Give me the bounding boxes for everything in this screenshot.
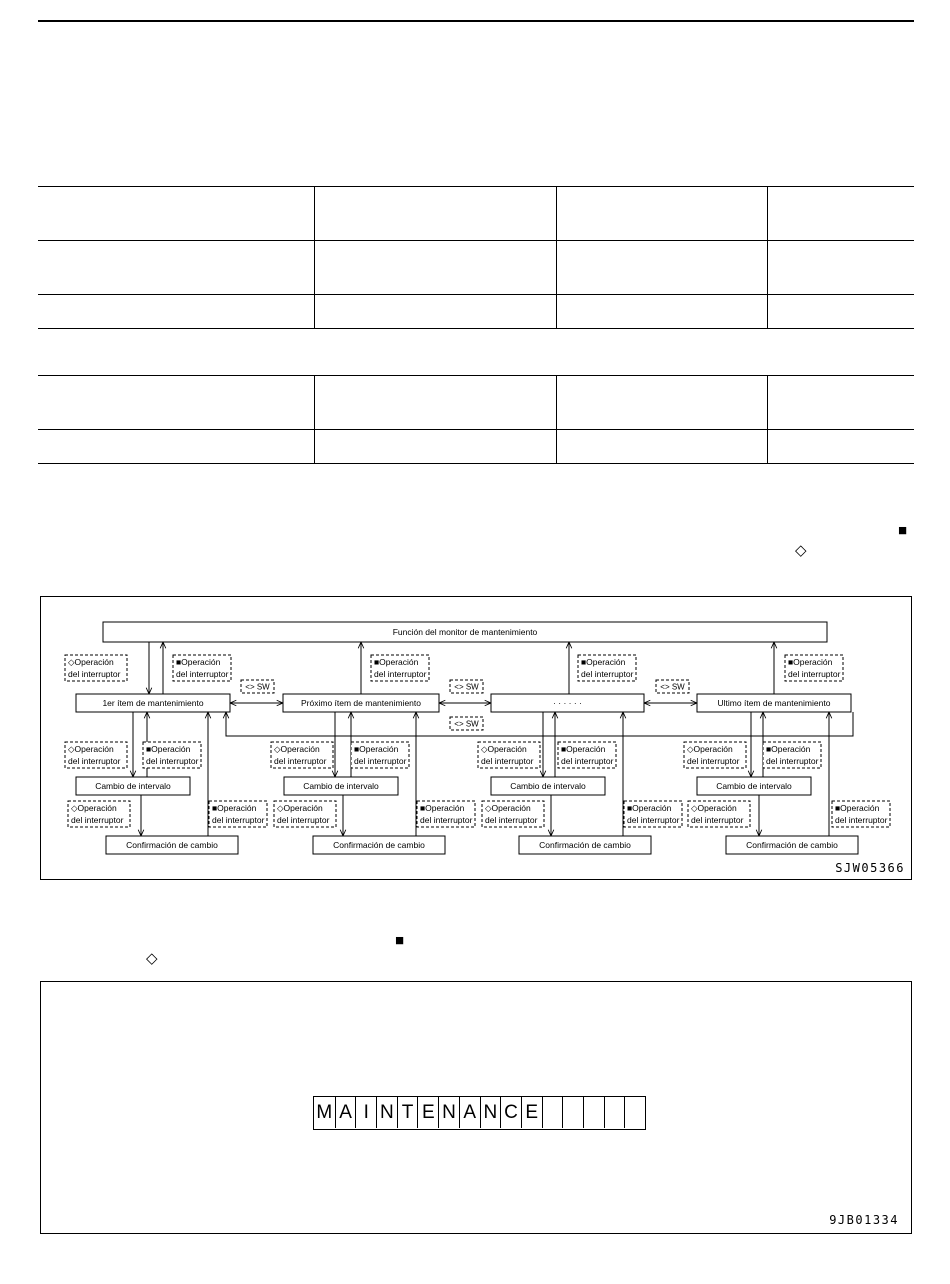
op-diamond-box-5 xyxy=(274,801,336,827)
op-square-box-5-label: ■Operación xyxy=(146,744,191,754)
open-diamond-icon: ◇ xyxy=(146,950,158,967)
spec-table-lower xyxy=(38,375,914,464)
op-square-box-12-label: ■Operación xyxy=(835,803,880,813)
op-square-box-9-label: ■Operación xyxy=(212,803,257,813)
op-square-box-9 xyxy=(209,801,267,827)
confirm-box-2-label: Confirmación de cambio xyxy=(333,839,425,850)
interval-box-2-label: Cambio de intervalo xyxy=(303,780,379,791)
op-diamond-box-6-label: ◇Operación xyxy=(481,744,527,754)
confirm-box-1-label: Confirmación de cambio xyxy=(126,839,218,850)
op-square-box-1-label: del interruptor xyxy=(176,669,229,679)
op-square-box-7-label: ■Operación xyxy=(561,744,606,754)
op-square-box-7-label: del interruptor xyxy=(561,756,614,766)
interval-box-1 xyxy=(76,777,190,795)
op-square-box-12 xyxy=(832,801,890,827)
op-square-box-3 xyxy=(578,655,636,681)
level1-box-4 xyxy=(697,694,851,712)
level1-box-4-label: Ultimo ítem de mantenimiento xyxy=(717,697,831,708)
op-square-box-3-label: del interruptor xyxy=(581,669,634,679)
op-square-box-10 xyxy=(417,801,475,827)
op-square-box-6 xyxy=(351,742,409,768)
filled-square-icon: ■ xyxy=(898,522,908,539)
op-diamond-box-8 xyxy=(684,742,746,768)
op-diamond-box-8-label: ◇Operación xyxy=(687,744,733,754)
lcd-cell xyxy=(624,1097,645,1128)
op-square-box-2-label: del interruptor xyxy=(374,669,427,679)
op-square-box-5 xyxy=(143,742,201,768)
op-diamond-box-3-label: ◇Operación xyxy=(71,803,117,813)
lcd-cell xyxy=(604,1097,625,1128)
op-square-box-11-label: del interruptor xyxy=(627,815,680,825)
sw-label-1 xyxy=(241,680,274,693)
op-square-box-6-label: del interruptor xyxy=(354,756,407,766)
op-diamond-box-9-label: ◇Operación xyxy=(691,803,737,813)
op-square-box-11-label: ■Operación xyxy=(627,803,672,813)
figure-code: SJW05366 xyxy=(835,861,905,875)
op-diamond-box-7 xyxy=(482,801,544,827)
confirm-box-4 xyxy=(726,836,858,854)
lcd-cell: C xyxy=(500,1097,521,1128)
sw-label-4-label: <> SW xyxy=(454,719,479,729)
op-square-box-4-label: del interruptor xyxy=(788,669,841,679)
flow-diagram-svg xyxy=(41,597,911,879)
interval-box-3 xyxy=(491,777,605,795)
header-rule xyxy=(38,20,914,22)
op-square-box-1-label: ■Operación xyxy=(176,657,221,667)
confirm-box-3-label: Confirmación de cambio xyxy=(539,839,631,850)
lcd-cell: A xyxy=(459,1097,480,1128)
op-square-box-8-label: del interruptor xyxy=(766,756,819,766)
op-diamond-box-9-label: del interruptor xyxy=(691,815,744,825)
op-diamond-box-4-label: ◇Operación xyxy=(274,744,320,754)
op-square-box-8 xyxy=(763,742,821,768)
sw-label-3-label: <> SW xyxy=(660,682,685,692)
op-diamond-box-4-label: del interruptor xyxy=(274,756,327,766)
level1-box-1-label: 1er ítem de mantenimiento xyxy=(102,697,204,708)
lcd-cell: E xyxy=(417,1097,438,1128)
sw-label-3 xyxy=(656,680,689,693)
interval-box-2 xyxy=(284,777,398,795)
op-diamond-box-1 xyxy=(65,655,127,681)
level1-box-2 xyxy=(283,694,439,712)
root-box xyxy=(103,622,827,642)
op-square-box-9-label: del interruptor xyxy=(212,815,265,825)
confirm-box-1 xyxy=(106,836,238,854)
filled-square-icon: ■ xyxy=(395,932,405,949)
op-diamond-box-4 xyxy=(271,742,333,768)
lcd-cell: N xyxy=(438,1097,459,1128)
level1-box-1 xyxy=(76,694,230,712)
lcd-cell: M xyxy=(316,1101,333,1123)
op-diamond-box-7-label: del interruptor xyxy=(485,815,538,825)
op-diamond-box-2-label: ◇Operación xyxy=(68,744,114,754)
lcd-cell: N xyxy=(480,1097,501,1128)
lcd-cell: I xyxy=(355,1097,376,1128)
op-square-box-2 xyxy=(371,655,429,681)
op-diamond-box-2 xyxy=(65,742,127,768)
lcd-cell: E xyxy=(521,1097,542,1128)
op-diamond-box-2-label: del interruptor xyxy=(68,756,121,766)
op-square-box-10-label: ■Operación xyxy=(420,803,465,813)
lcd-cell xyxy=(583,1097,604,1128)
op-square-box-1 xyxy=(173,655,231,681)
level1-box-3-label: · · · · · · xyxy=(553,697,582,708)
interval-box-1-label: Cambio de intervalo xyxy=(95,780,171,791)
op-square-box-10-label: del interruptor xyxy=(420,815,473,825)
open-diamond-icon: ◇ xyxy=(795,542,807,559)
sw-label-4 xyxy=(450,717,483,730)
op-diamond-box-7-label: ◇Operación xyxy=(485,803,531,813)
lcd-display xyxy=(313,1096,646,1130)
lcd-cell: A xyxy=(335,1097,356,1128)
interval-box-3-label: Cambio de intervalo xyxy=(510,780,586,791)
op-square-box-3-label: ■Operación xyxy=(581,657,626,667)
op-square-box-11 xyxy=(624,801,682,827)
confirm-box-3 xyxy=(519,836,651,854)
lcd-cell: T xyxy=(397,1097,418,1128)
root-box-label: Función del monitor de mantenimiento xyxy=(392,626,538,637)
spec-table-upper xyxy=(38,186,914,329)
interval-box-4 xyxy=(697,777,811,795)
sw-label-2 xyxy=(450,680,483,693)
figure-code: 9JB01334 xyxy=(829,1213,899,1227)
op-square-box-2-label: ■Operación xyxy=(374,657,419,667)
op-square-box-4 xyxy=(785,655,843,681)
op-diamond-box-3-label: del interruptor xyxy=(71,815,124,825)
lcd-cell xyxy=(542,1097,563,1128)
op-square-box-7 xyxy=(558,742,616,768)
op-diamond-box-5-label: ◇Operación xyxy=(277,803,323,813)
op-diamond-box-3 xyxy=(68,801,130,827)
op-diamond-box-6-label: del interruptor xyxy=(481,756,534,766)
op-diamond-box-5-label: del interruptor xyxy=(277,815,330,825)
op-square-box-12-label: del interruptor xyxy=(835,815,888,825)
interval-box-4-label: Cambio de intervalo xyxy=(716,780,792,791)
op-square-box-8-label: ■Operación xyxy=(766,744,811,754)
lcd-cell xyxy=(562,1097,583,1128)
op-diamond-box-9 xyxy=(688,801,750,827)
op-square-box-4-label: ■Operación xyxy=(788,657,833,667)
maintenance-flow-diagram xyxy=(40,596,912,880)
lcd-cell: N xyxy=(376,1097,397,1128)
op-diamond-box-6 xyxy=(478,742,540,768)
op-square-box-6-label: ■Operación xyxy=(354,744,399,754)
op-diamond-box-1-label: ◇Operación xyxy=(68,657,114,667)
confirm-box-2 xyxy=(313,836,445,854)
sw-label-1-label: <> SW xyxy=(245,682,270,692)
level1-box-2-label: Próximo ítem de mantenimiento xyxy=(301,697,421,708)
op-square-box-5-label: del interruptor xyxy=(146,756,199,766)
confirm-box-4-label: Confirmación de cambio xyxy=(746,839,838,850)
level1-box-3 xyxy=(491,694,644,712)
sw-label-2-label: <> SW xyxy=(454,682,479,692)
op-diamond-box-1-label: del interruptor xyxy=(68,669,121,679)
op-diamond-box-8-label: del interruptor xyxy=(687,756,740,766)
